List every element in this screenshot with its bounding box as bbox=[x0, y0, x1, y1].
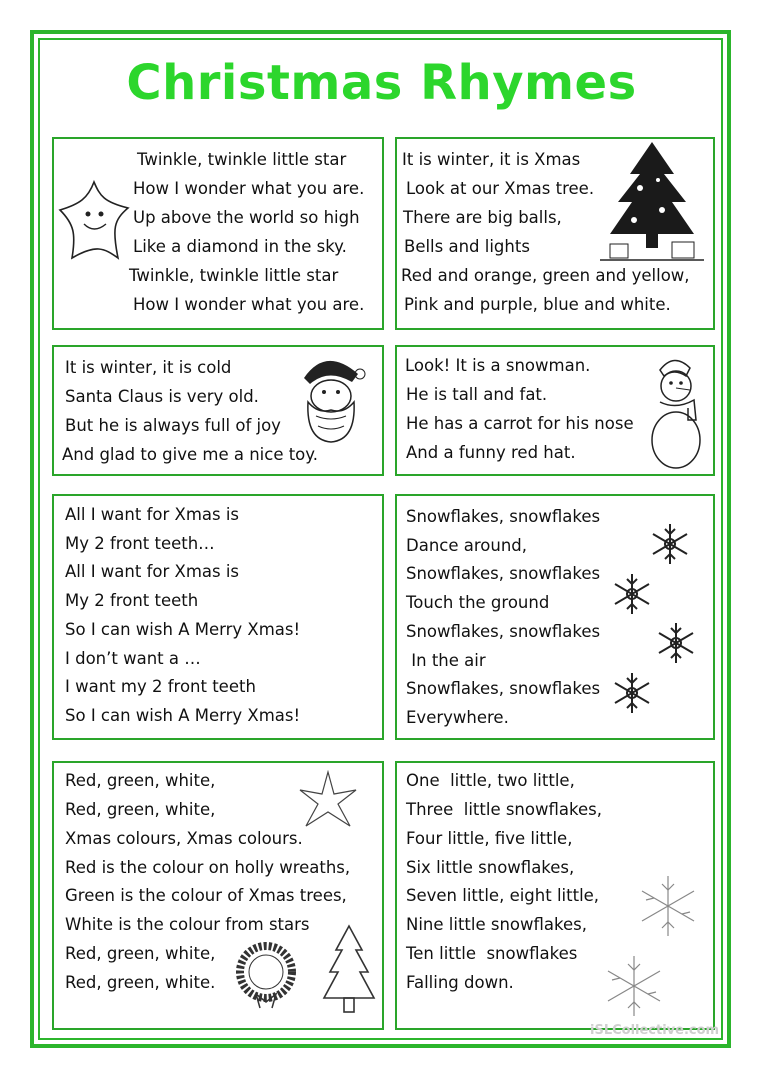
rhyme-line: Red and orange, green and yellow, bbox=[401, 266, 690, 285]
snowflake-icon bbox=[596, 952, 672, 1020]
rhyme-line: Twinkle, twinkle little star bbox=[129, 266, 339, 285]
rhyme-line: Six little snowflakes, bbox=[406, 858, 575, 877]
rhyme-line: Pink and purple, blue and white. bbox=[404, 295, 671, 314]
rhyme-line: So I can wish A Merry Xmas! bbox=[65, 706, 301, 725]
rhyme-line: But he is always full of joy bbox=[65, 416, 281, 435]
santa-icon bbox=[296, 352, 366, 446]
rhyme-line: Look! It is a snowman. bbox=[405, 356, 591, 375]
snowflake-icon bbox=[609, 668, 655, 718]
rhyme-line: Santa Claus is very old. bbox=[65, 387, 259, 406]
rhyme-line: I don’t want a … bbox=[65, 649, 201, 668]
rhyme-line: There are big balls, bbox=[403, 208, 562, 227]
pine-tree-icon bbox=[318, 924, 380, 1018]
rhyme-line: And a funny red hat. bbox=[406, 443, 576, 462]
snowman-icon bbox=[640, 350, 710, 472]
rhyme-line: Dance around, bbox=[406, 536, 528, 555]
christmas-tree-icon bbox=[600, 140, 704, 266]
rhyme-line: Ten little snowflakes bbox=[406, 944, 578, 963]
rhyme-line: Snowflakes, snowflakes bbox=[406, 507, 601, 526]
rhyme-line: It is winter, it is Xmas bbox=[402, 150, 581, 169]
rhyme-line: Snowflakes, snowflakes bbox=[406, 622, 601, 641]
rhyme-line: Seven little, eight little, bbox=[406, 886, 600, 905]
rhyme-line: Snowflakes, snowflakes bbox=[406, 564, 601, 583]
rhyme-line: Everywhere. bbox=[406, 708, 509, 727]
rhyme-line: My 2 front teeth… bbox=[65, 534, 215, 553]
snowflake-icon bbox=[609, 570, 655, 618]
rhyme-line: All I want for Xmas is bbox=[65, 562, 240, 581]
snowflake-icon bbox=[654, 620, 698, 666]
rhyme-line: Red, green, white, bbox=[65, 944, 216, 963]
rhyme-line: I want my 2 front teeth bbox=[65, 677, 256, 696]
rhyme-line: So I can wish A Merry Xmas! bbox=[65, 620, 301, 639]
rhyme-line: How I wonder what you are. bbox=[133, 179, 365, 198]
rhyme-line: Red, green, white, bbox=[65, 800, 216, 819]
snowflake-icon bbox=[648, 520, 692, 568]
rhyme-line: He is tall and fat. bbox=[406, 385, 548, 404]
star-icon bbox=[296, 770, 360, 834]
rhyme-line: Red, green, white. bbox=[65, 973, 216, 992]
rhyme-line: He has a carrot for his nose bbox=[406, 414, 634, 433]
rhyme-line: Xmas colours, Xmas colours. bbox=[65, 829, 303, 848]
snowflake-icon bbox=[630, 872, 706, 940]
rhyme-line: One little, two little, bbox=[406, 771, 575, 790]
rhyme-line: It is winter, it is cold bbox=[65, 358, 232, 377]
rhyme-line: White is the colour from stars bbox=[65, 915, 310, 934]
rhyme-line: Four little, five little, bbox=[406, 829, 573, 848]
rhyme-line: Up above the world so high bbox=[133, 208, 360, 227]
rhyme-line: My 2 front teeth bbox=[65, 591, 199, 610]
rhyme-line: Look at our Xmas tree. bbox=[406, 179, 595, 198]
rhyme-box-front-teeth bbox=[52, 494, 384, 740]
rhyme-line: All I want for Xmas is bbox=[65, 505, 240, 524]
watermark: iSLCollective.com bbox=[590, 1023, 720, 1038]
rhyme-line: Like a diamond in the sky. bbox=[133, 237, 347, 256]
page-title: Christmas Rhymes bbox=[126, 55, 637, 111]
rhyme-line: Nine little snowflakes, bbox=[406, 915, 587, 934]
rhyme-line: Falling down. bbox=[406, 973, 514, 992]
rhyme-line: Snowflakes, snowflakes bbox=[406, 679, 601, 698]
rhyme-line: Green is the colour of Xmas trees, bbox=[65, 886, 347, 905]
rhyme-line: And glad to give me a nice toy. bbox=[62, 445, 318, 464]
rhyme-line: Red is the colour on holly wreaths, bbox=[65, 858, 351, 877]
rhyme-line: Bells and lights bbox=[404, 237, 530, 256]
rhyme-line: In the air bbox=[406, 651, 486, 670]
rhyme-line: Touch the ground bbox=[406, 593, 550, 612]
wreath-icon bbox=[228, 940, 304, 1010]
star-face-icon bbox=[56, 178, 132, 264]
rhyme-line: How I wonder what you are. bbox=[133, 295, 365, 314]
rhyme-line: Red, green, white, bbox=[65, 771, 216, 790]
rhyme-line: Twinkle, twinkle little star bbox=[137, 150, 347, 169]
rhyme-line: Three little snowflakes, bbox=[406, 800, 602, 819]
